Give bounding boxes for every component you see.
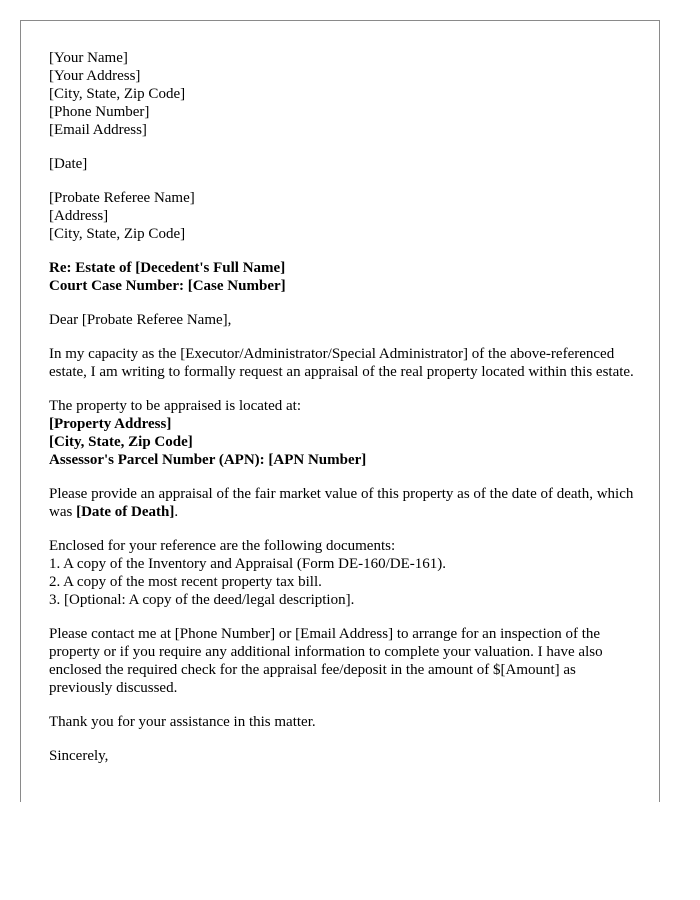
recipient-city-state-zip: [City, State, Zip Code] [49,226,186,242]
enclosures-block [49,537,639,609]
closing-block [49,747,639,765]
sender-address: [Your Address] [49,68,141,84]
property-apn: Assessor's Parcel Number (APN): [APN Number] [49,452,367,468]
enclosure-item: 2. A copy of the most recent property tax bill. [49,574,322,590]
sender-email: [Email Address] [49,122,147,138]
property-block [49,397,639,469]
intro-paragraph [49,345,639,381]
valuation-paragraph [49,485,639,521]
letter-page [20,20,660,802]
sender-name: [Your Name] [49,50,128,66]
salutation-text: Dear [Probate Referee Name], [49,312,232,328]
subject-estate: Re: Estate of [Decedent's Full Name] [49,260,286,276]
letter-date: [Date] [49,156,88,172]
recipient-address: [Address] [49,208,109,224]
date-block [49,155,639,173]
property-city-state-zip: [City, State, Zip Code] [49,434,193,450]
valuation-end: . [174,504,179,520]
subject-case-number: Court Case Number: [Case Number] [49,278,286,294]
sender-city-state-zip: [City, State, Zip Code] [49,86,186,102]
enclosure-item: 1. A copy of the Inventory and Appraisal (Form DE-160/DE-161). [49,556,447,572]
date-of-death: [Date of Death] [76,504,175,520]
intro-text: In my capacity as the [Executor/Administrator/Special Administrator] of the above-referenced estate, I am writing to formally request an appraisal of the real property located within this estate. [49,346,634,380]
letter-body [49,49,639,781]
enclosures-lead: Enclosed for your reference are the following documents: [49,538,396,554]
thanks-text: Thank you for your assistance in this matter. [49,714,316,730]
thanks-paragraph [49,713,639,731]
closing-text: Sincerely, [49,748,109,764]
property-address: [Property Address] [49,416,172,432]
sender-block [49,49,639,139]
enclosure-item: 3. [Optional: A copy of the deed/legal description]. [49,592,355,608]
recipient-name: [Probate Referee Name] [49,190,195,206]
salutation [49,311,639,329]
property-lead: The property to be appraised is located at: [49,398,301,414]
contact-text: Please contact me at [Phone Number] or [Email Address] to arrange for an inspection of the property or if you require any additional information to complete your valuation. I have also enclosed the required check for the appraisal fee/deposit in the amount of $[Amount] as previously discussed. [49,626,603,696]
recipient-block [49,189,639,243]
valuation-text: Please provide an appraisal of the fair market value of this property as of the date of death, which was [49,486,634,520]
sender-phone: [Phone Number] [49,104,150,120]
subject-block [49,259,639,295]
contact-paragraph [49,625,639,697]
